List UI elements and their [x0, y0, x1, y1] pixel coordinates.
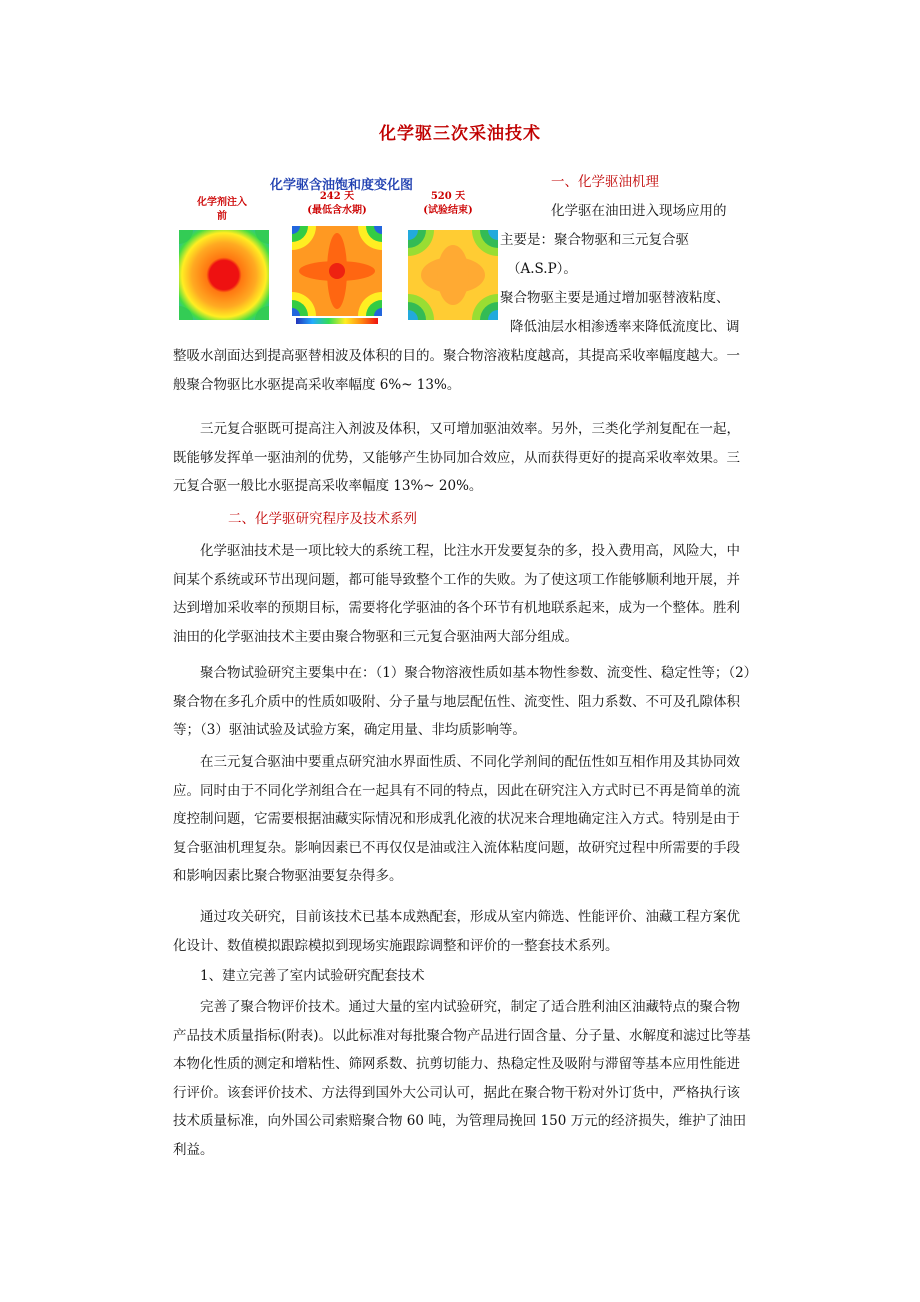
section1-heading: 一、化学驱油机理: [551, 174, 659, 190]
section1-line-5: 降低油层水相渗透率来降低流度比、调: [510, 319, 740, 335]
section1-paragraph-2: 三元复合驱既可提高注入剂波及体积，又可增加驱油效率。另外，三类化学剂复配在一起，既能够发挥单一驱油剂的优势，又能够产生协同加合效应，从而获得更好的提高采收率效果。三元复合驱一般比水驱提高采收率幅度 13%~ 20%。: [173, 421, 740, 494]
section2-paragraph-5: 完善了聚合物评价技术。通过大量的室内试验研究，制定了适合胜利油区油藏特点的聚合物产品技术质量指标(附表)。以此标准对每批聚合物产品进行固含量、分子量、水解度和滤过比等基本物化性质的测定和增粘性、筛网系数、抗剪切能力、热稳定性及吸附与滞留等基本应用性能进行评价。该套评价技术、方法得到国外大公司认可，据此在聚合物干粉对外订货中，严格执行该技术质量标准，向外国公司索赔聚合物 60 吨，为管理局挽回 150 万元的经济损失，维护了油田利益。: [173, 999, 751, 1158]
saturation-map-initial: [179, 230, 269, 320]
saturation-figure: [172, 170, 502, 335]
section2-paragraph-4: 通过攻关研究，目前该技术已基本成熟配套，形成从室内筛选、性能评价、油藏工程方案优化设计、数值模拟跟踪模拟到现场实施跟踪调整和评价的一整套技术系列。: [173, 909, 740, 954]
document-title: 化学驱三次采油技术: [379, 124, 541, 144]
figure-heading: 化学驱含油饱和度变化图: [270, 178, 414, 193]
panel-label-3: 520 天 (试验结束): [423, 191, 473, 216]
color-scale-bar: [296, 318, 378, 324]
section2-paragraph-1: 化学驱油技术是一项比较大的系统工程，比注水开发要复杂的多，投入费用高，风险大，中间某个系统或环节出现问题，都可能导致整个工作的失败。为了使这项工作能够顺利地开展，并达到增加采收率的预期目标，需要将化学驱油的各个环节有机地联系起来，成为一个整体。胜利油田的化学驱油技术主要由聚合物驱和三元复合驱油两大部分组成。: [173, 543, 740, 645]
section1-line-2: 主要是：聚合物驱和三元复合驱: [500, 232, 689, 248]
section1-line-1: 化学驱在油田进入现场应用的: [551, 203, 727, 219]
section1-line-3: （A.S.P）。: [507, 261, 577, 277]
saturation-map-242-days: [292, 226, 382, 316]
section1-paragraph-1-rest: 整吸水剖面达到提高驱替相波及体积的目的。聚合物溶液粘度越高，其提高采收率幅度越大。一般聚合物驱比水驱提高采收率幅度 6%~ 13%。: [173, 348, 740, 393]
panel-label-1: 化学剂注入 前: [197, 197, 247, 222]
section2-paragraph-2: 聚合物试验研究主要集中在：（1）聚合物溶液性质如基本物性参数、流变性、稳定性等；（2）聚合物在多孔介质中的性质如吸附、分子量与地层配伍性、流变性、阻力系数、不可及孔隙体积等；（3）驱油试验及试验方案，确定用量、非均质影响等。: [173, 665, 751, 738]
saturation-map-520-days: [408, 230, 498, 320]
section2-heading: 二、化学驱研究程序及技术系列: [228, 511, 417, 527]
section2-paragraph-3: 在三元复合驱油中要重点研究油水界面性质、不同化学剂间的配伍性如互相作用及其协同效应。同时由于不同化学剂组合在一起具有不同的特点，因此在研究注入方式时已不再是简单的流度控制问题，它需要根据油藏实际情况和形成乳化液的状况来合理地确定注入方式。特别是由于复合驱油机理复杂。影响因素已不再仅仅是油或注入流体粘度问题，故研究过程中所需要的手段和影响因素比聚合物驱油要复杂得多。: [173, 754, 740, 884]
subsection-heading-1: 1、建立完善了室内试验研究配套技术: [200, 968, 425, 984]
section1-line-4: 聚合物驱主要是通过增加驱替液粘度、: [500, 290, 730, 306]
panel-label-2: 242 天 (最低含水期): [307, 191, 367, 216]
